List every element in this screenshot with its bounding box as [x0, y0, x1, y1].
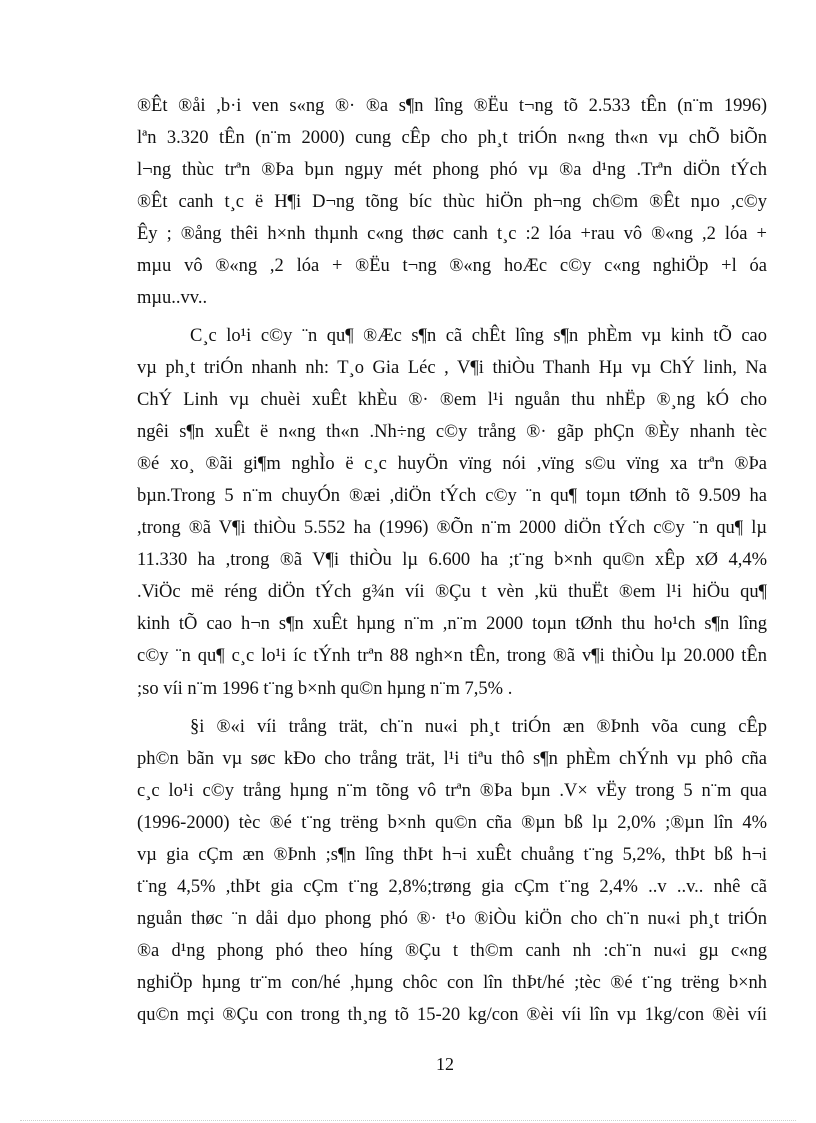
paragraph-1-line-3: l¬ng thùc trªn ®Þa bµn ngµy mét phong phó vµ ®a d¹ng .Trªn diÖn tÝch	[137, 160, 767, 180]
paragraph-2-line-1: C¸c lo¹i c©y ¨n qu¶ ®Æc s¶n cã chÊt lîng s¶n phÈm vµ kinh tÕ cao	[190, 326, 767, 346]
paragraph-2-line-5: ®é xo¸ ®ãi gi¶m nghÌo ë c¸c huyÖn vïng nói ,vïng s©u vïng xa trªn ®Þa	[137, 454, 767, 474]
paragraph-2-line-12: ;so víi n¨m 1996 t¨ng b×nh qu©n hµng n¨m 7,5% .	[137, 679, 513, 699]
paragraph-1-line-4: ®Êt canh t¸c ë H¶i D¬ng tõng bíc thùc hiÖn ph¬ng ch©m ®Êt nµo ,c©y	[137, 192, 767, 212]
paragraph-3-line-1: §i ®«i víi trång trät, ch¨n nu«i ph¸t triÓn æn ®Þnh võa cung cÊp	[190, 717, 767, 737]
paragraph-2-line-11: c©y ¨n qu¶ c¸c lo¹i íc tÝnh trªn 88 ngh×n tÊn, trong ®ã v¶i thiÒu lµ 20.000 tÊn	[137, 646, 767, 666]
page-number: 12	[436, 1054, 454, 1074]
paragraph-2-line-3: ChÝ Linh vµ chuèi xuÊt khÈu ®· ®em l¹i nguån thu nhËp ®¸ng kÓ cho	[137, 390, 767, 410]
paragraph-3-line-6: t¨ng 4,5% ,thÞt gia cÇm t¨ng 2,8%;trøng gia cÇm t¨ng 2,4% ..v ..v.. nhê cã	[137, 877, 767, 897]
paragraph-3-line-8: ®a d¹ng phong phó theo híng ®Çu t th©m canh nh :ch¨n nu«i gµ c«ng	[137, 941, 767, 961]
paragraph-1-line-1: ®Êt ®åi ,b·i ven s«ng ®· ®a s¶n lîng ®Ëu t¬ng tõ 2.533 tÊn (n¨m 1996)	[137, 96, 767, 116]
paragraph-3-line-3: c¸c lo¹i c©y trång hµng n¨m tõng vô trªn ®Þa bµn .V× vËy trong 5 n¨m qua	[137, 781, 767, 801]
paragraph-3-line-2: ph©n bãn vµ søc kÐo cho trång trät, l¹i tiªu thô s¶n phÈm chÝnh vµ phô cña	[137, 749, 767, 769]
paragraph-2-line-9: .ViÖc më réng diÖn tÝch g¾n víi ®Çu t vèn ,kü thuËt ®em l¹i hiÖu qu¶	[137, 582, 767, 602]
paragraph-1-line-6: mµu vô ®«ng ,2 lóa + ®Ëu t¬ng ®«ng hoÆc c©y c«ng nghiÖp +l óa	[137, 256, 767, 276]
paragraph-3-line-10: qu©n mçi ®Çu con trong th¸ng tõ 15-20 kg/con ®èi víi lîn vµ 1kg/con ®èi víi	[137, 1005, 767, 1025]
paragraph-1-line-5: Êy ; ®ång thêi h×nh thµnh c«ng thøc canh t¸c :2 lóa +rau vô ®«ng ,2 lóa +	[137, 224, 767, 244]
paragraph-1-line-2: lªn 3.320 tÊn (n¨m 2000) cung cÊp cho ph¸t triÓn n«ng th«n vµ chÕ biÕn	[137, 128, 767, 148]
paragraph-3-line-4: (1996-2000) tèc ®é t¨ng trëng b×nh qu©n cña ®µn bß lµ 2,0% ;®µn lîn 4%	[137, 813, 767, 833]
paragraph-2-line-10: kinh tÕ cao h¬n s¶n xuÊt hµng n¨m ,n¨m 2000 toµn tØnh thu ho¹ch s¶n lîng	[137, 614, 767, 634]
paragraph-2-line-7: ,trong ®ã V¶i thiÒu 5.552 ha (1996) ®Õn n¨m 2000 diÖn tÝch c©y ¨n qu¶ lµ	[137, 518, 767, 538]
footer-dotted-rule	[20, 1120, 796, 1121]
paragraph-2-line-4: ngêi s¶n xuÊt ë n«ng th«n .Nh÷ng c©y trång ®· gãp phÇn ®Èy nhanh tèc	[137, 422, 767, 442]
paragraph-1-line-7: mµu..vv..	[137, 288, 208, 308]
paragraph-2-line-2: vµ ph¸t triÓn nhanh nh: T¸o Gia Léc , V¶i thiÒu Thanh Hµ vµ ChÝ linh, Na	[137, 358, 767, 378]
paragraph-3-line-7: nguån thøc ¨n dåi dµo phong phó ®· t¹o ®iÒu kiÖn cho ch¨n nu«i ph¸t triÓn	[137, 909, 767, 929]
paragraph-3-line-5: vµ gia cÇm æn ®Þnh ;s¶n lîng thÞt h¬i xuÊt chuång t¨ng 5,2%, thÞt bß h¬i	[137, 845, 767, 865]
paragraph-3-line-9: nghiÖp hµng tr¨m con/hé ,hµng chôc con lîn thÞt/hé ;tèc ®é t¨ng trëng b×nh	[137, 973, 767, 993]
paragraph-2-line-6: bµn.Trong 5 n¨m chuyÓn ®æi ,diÖn tÝch c©y ¨n qu¶ toµn tØnh tõ 9.509 ha	[137, 486, 767, 506]
paragraph-2-line-8: 11.330 ha ,trong ®ã V¶i thiÒu lµ 6.600 ha ;t¨ng b×nh qu©n xÊp xØ 4,4%	[137, 550, 767, 570]
